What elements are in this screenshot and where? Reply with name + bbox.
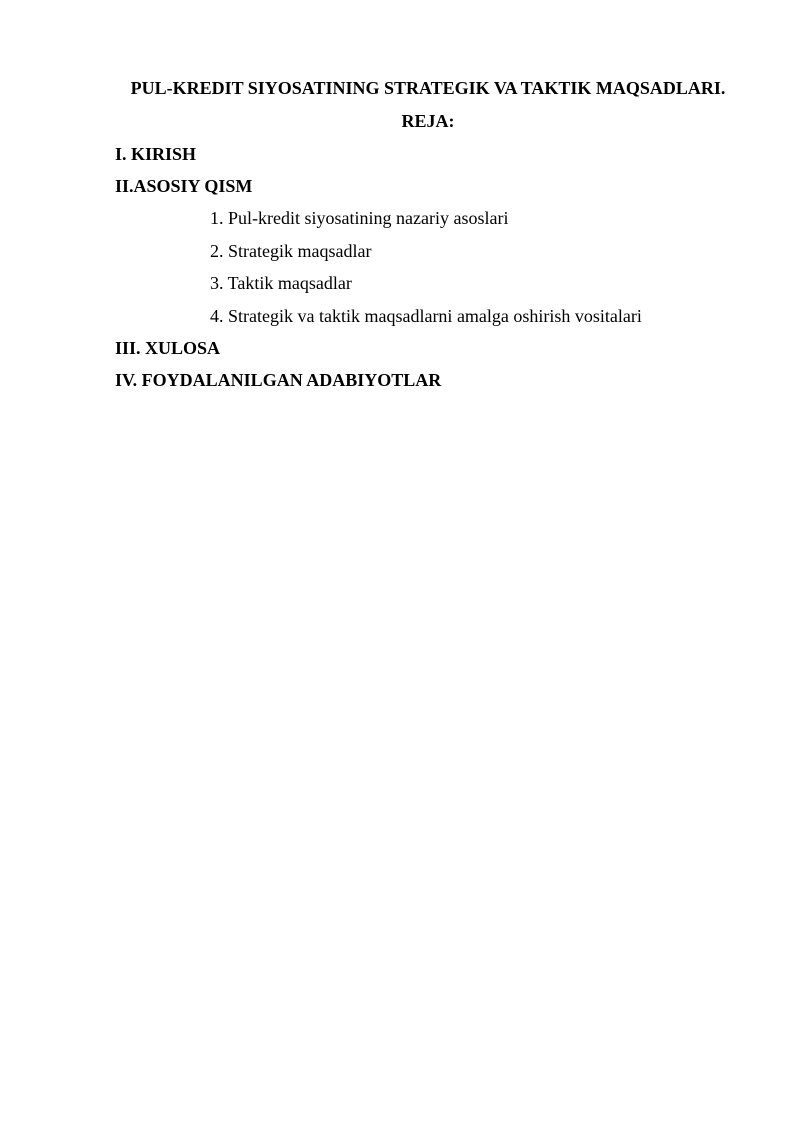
subsection-item: 4. Strategik va taktik maqsadlarni amalga oshirish vositalari: [210, 306, 642, 326]
subsection-item: 1. Pul-kredit siyosatining nazariy asoslari: [210, 208, 509, 228]
section-conclusion: III. XULOSA: [115, 338, 221, 358]
subsection-item: 2. Strategik maqsadlar: [210, 241, 372, 261]
document-title: PUL-KREDIT SIYOSATINING STRATEGIK VA TAKTIK MAQSADLARI.: [130, 78, 726, 98]
section-references: IV. FOYDALANILGAN ADABIYOTLAR: [115, 370, 442, 390]
section-main-part: II.ASOSIY QISM: [115, 176, 253, 196]
plan-heading: REJA:: [401, 111, 455, 131]
section-introduction: I. KIRISH: [115, 144, 197, 164]
subsection-item: 3. Taktik maqsadlar: [210, 273, 352, 293]
